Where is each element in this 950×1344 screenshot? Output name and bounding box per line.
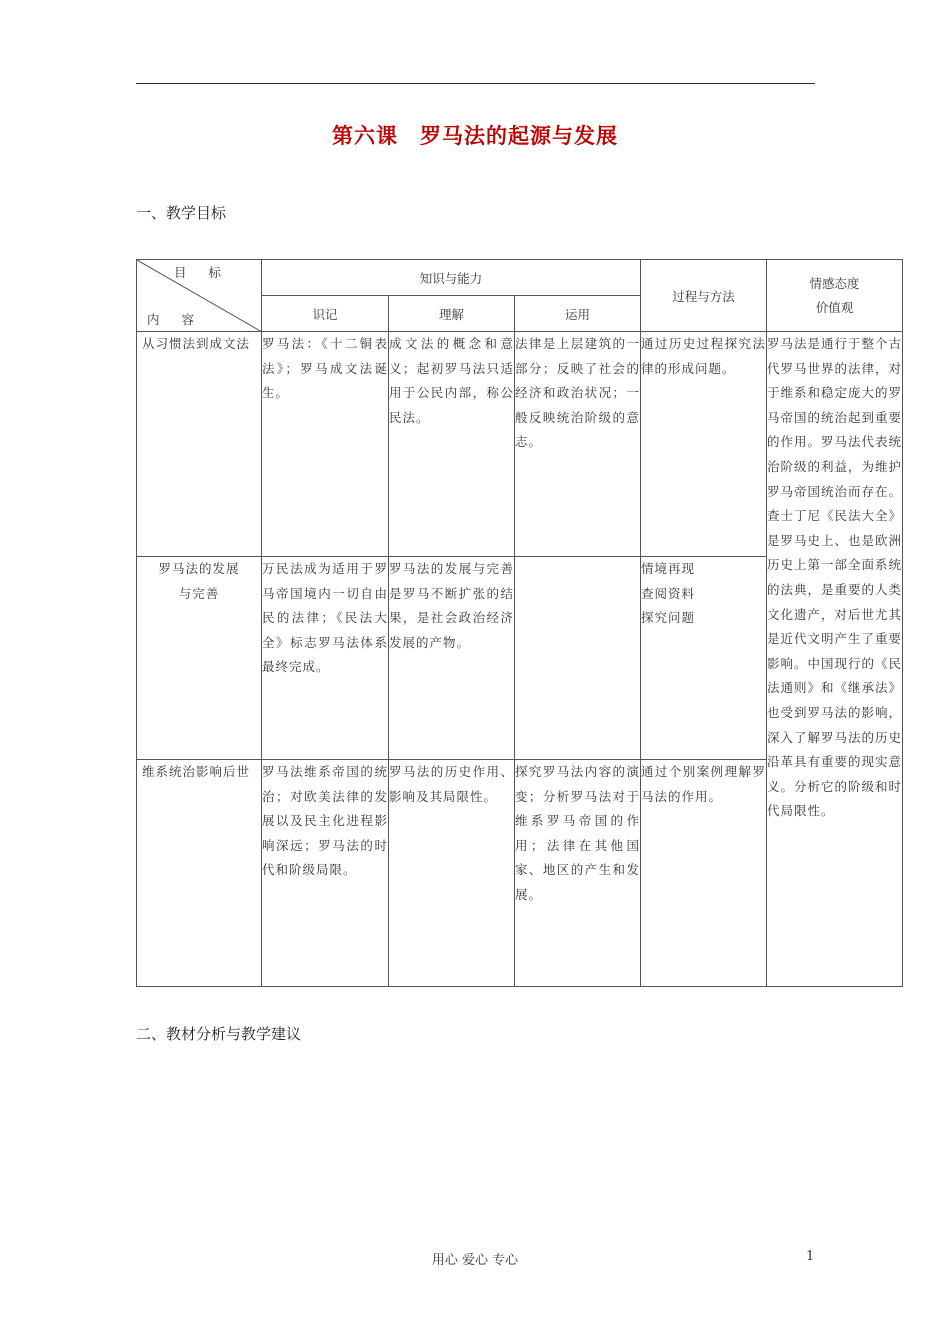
row-content: 罗马法的发展与完善 — [137, 557, 262, 760]
row-process: 通过个别案例理解罗马法的作用。 — [641, 760, 767, 987]
table-row — [137, 332, 903, 557]
page-title — [0, 120, 950, 150]
header-understand: 理解 — [389, 296, 515, 332]
footer-motto: 用心 爱心 专心 — [431, 1253, 519, 1268]
header-apply: 运用 — [515, 296, 641, 332]
row-remember: 万民法成为适用于罗马帝国境内一切自由民的法律；《民法大全》标志罗马法体系最终完成。 — [262, 557, 389, 760]
header-knowledge: 知识与能力 — [262, 260, 641, 296]
row-apply: 法律是上层建筑的一部分；反映了社会的经济和政治状况；一般反映统治阶级的意志。 — [515, 332, 641, 557]
header-rule — [136, 83, 815, 84]
lesson-number: 第六课 — [332, 124, 398, 148]
row-apply: 探究罗马法内容的演变；分析罗马法对于维系罗马帝国的作用；法律在其他国家、地区的产生和发展。 — [515, 760, 641, 987]
emotion-values-cell: 罗马法是通行于整个古代罗马世界的法律，对于维系和稳定庞大的罗马帝国的统治起到重要的作用。罗马法代表统治阶级的利益，为维护罗马帝国统治而存在。查士丁尼《民法大全》是罗马史上、也是欧洲历史上第一部全面系统的法典，是重要的人类文化遗产，对后世尤其是近代文明产生了重要影响。中国现行的《民法通则》和《继承法》也受到罗马法的影响，深入了解罗马法的历史沿革具有重要的现实意义。分析它的阶级和时代局限性。 — [767, 332, 903, 987]
header-remember: 识记 — [262, 296, 389, 332]
row-apply — [515, 557, 641, 760]
section-heading-analysis: 二、教材分析与教学建议 — [136, 1025, 302, 1043]
header-emotion-line1: 情感态度 — [809, 275, 860, 291]
header-emotion — [767, 260, 903, 332]
header-emotion-line2: 价值观 — [815, 299, 854, 315]
objectives-table — [136, 259, 903, 987]
row-understand: 罗马法的发展与完善是罗马不断扩张的结果，是社会政治经济发展的产物。 — [389, 557, 515, 760]
row-content: 维系统治影响后世 — [137, 760, 262, 987]
corner-header-cell — [137, 260, 262, 332]
row-content: 从习惯法到成文法 — [137, 332, 262, 557]
row-understand: 罗马法的历史作用、影响及其局限性。 — [389, 760, 515, 987]
corner-label-goal: 目标 — [173, 265, 243, 280]
header-process: 过程与方法 — [641, 260, 767, 332]
row-remember: 罗马法维系帝国的统治；对欧美法律的发展以及民主化进程影响深远；罗马法的时代和阶级局限。 — [262, 760, 389, 987]
section-heading-goals: 一、教学目标 — [136, 204, 227, 222]
row-process: 情境再现 查阅资料 探究问题 — [641, 557, 767, 760]
corner-label-content: 内容 — [147, 312, 217, 327]
row-process: 通过历史过程探究法律的形成问题。 — [641, 332, 767, 557]
row-remember: 罗马法：《十二铜表法》；罗马成文法诞生。 — [262, 332, 389, 557]
lesson-title: 罗马法的起源与发展 — [420, 124, 618, 148]
page-number: 1 — [806, 1249, 815, 1264]
row-understand: 成文法的概念和意义；起初罗马法只适用于公民内部，称公民法。 — [389, 332, 515, 557]
